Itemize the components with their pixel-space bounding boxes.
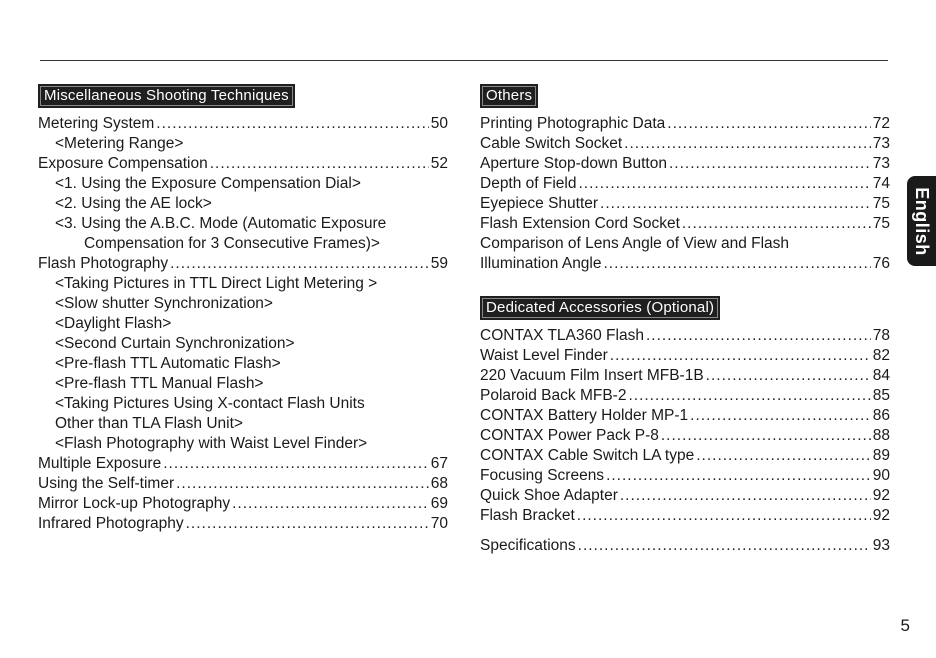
toc-subentry: <Pre-flash TTL Manual Flash> <box>55 375 264 392</box>
toc-entry[interactable]: CONTAX Battery Holder MP-1 ..... 86 <box>480 406 890 426</box>
language-tab <box>907 176 936 266</box>
toc-entry[interactable]: CONTAX Cable Switch LA type ..... 89 <box>480 446 890 466</box>
toc-subentry-continued: Compensation for 3 Consecutive Frames)> <box>84 235 380 252</box>
toc-page-number: 78 <box>872 327 890 344</box>
toc-page-number: 82 <box>872 347 890 364</box>
toc-page-number: 68 <box>430 475 448 492</box>
toc-page-number: 89 <box>872 447 890 464</box>
section-heading-misc: Miscellaneous Shooting Techniques <box>38 84 295 108</box>
toc-entry[interactable]: Eyepiece Shutter ..... 75 <box>480 194 890 214</box>
toc-page-number: 92 <box>872 487 890 504</box>
toc-page-number: 75 <box>872 215 890 232</box>
toc-page-number: 85 <box>872 387 890 404</box>
toc-page-number: 93 <box>872 537 890 554</box>
toc-page-number: 59 <box>430 255 448 272</box>
toc-entry[interactable]: Mirror Lock-up Photography ..... 69 <box>38 494 448 514</box>
top-rule <box>40 60 888 61</box>
toc-entry[interactable]: Printing Photographic Data ..... 72 <box>480 114 890 134</box>
toc-subentry: <Daylight Flash> <box>55 315 172 332</box>
toc-entry[interactable]: Depth of Field ..... 74 <box>480 174 890 194</box>
toc-subentry: <Taking Pictures in TTL Direct Light Metering > <box>55 275 378 292</box>
toc-entry[interactable]: Waist Level Finder ..... 82 <box>480 346 890 366</box>
right-column <box>480 84 890 556</box>
toc-list-specs <box>480 536 890 556</box>
toc-entry[interactable]: Aperture Stop-down Button ..... 73 <box>480 154 890 174</box>
toc-page-number: 88 <box>872 427 890 444</box>
left-column <box>38 84 448 534</box>
toc-page-number: 74 <box>872 175 890 192</box>
toc-subentry: <1. Using the Exposure Compensation Dial> <box>55 175 361 192</box>
toc-subentry: <Slow shutter Synchronization> <box>55 295 273 312</box>
toc-page-number: 86 <box>872 407 890 424</box>
toc-subentry: <3. Using the A.B.C. Mode (Automatic Exposure <box>55 215 387 232</box>
toc-page-number: 92 <box>872 507 890 524</box>
toc-page-number: 52 <box>430 155 448 172</box>
toc-entry[interactable]: Cable Switch Socket ..... 73 <box>480 134 890 154</box>
toc-entry-first-line: Comparison of Lens Angle of View and Flash <box>480 235 790 252</box>
toc-page-number: 73 <box>872 135 890 152</box>
toc-subentry: <2. Using the AE lock> <box>55 195 212 212</box>
toc-entry[interactable]: Exposure Compensation ..... 52 <box>38 154 448 174</box>
toc-entry[interactable]: 220 Vacuum Film Insert MFB-1B ..... 84 <box>480 366 890 386</box>
toc-page-number: 67 <box>430 455 448 472</box>
toc-subentry: <Flash Photography with Waist Level Finder> <box>55 435 368 452</box>
toc-entry[interactable]: Flash Extension Cord Socket ..... 75 <box>480 214 890 234</box>
toc-entry[interactable]: Using the Self-timer ..... 68 <box>38 474 448 494</box>
toc-subentry: <Taking Pictures Using X-contact Flash Units <box>55 395 365 412</box>
toc-entry[interactable]: Metering System ..... 50 <box>38 114 448 134</box>
toc-page-number: 73 <box>872 155 890 172</box>
toc-page-number: 84 <box>872 367 890 384</box>
toc-subentry: <Second Curtain Synchronization> <box>55 335 295 352</box>
toc-page-number: 75 <box>872 195 890 212</box>
toc-entry[interactable]: Multiple Exposure ..... 67 <box>38 454 448 474</box>
toc-entry[interactable]: Infrared Photography ..... 70 <box>38 514 448 534</box>
toc-entry[interactable]: Illumination Angle ..... 76 <box>480 254 890 274</box>
toc-list-accessories <box>480 326 890 526</box>
toc-entry[interactable]: Flash Photography ..... 59 <box>38 254 448 274</box>
toc-entry[interactable]: CONTAX Power Pack P-8 ..... 88 <box>480 426 890 446</box>
toc-entry[interactable]: Focusing Screens ..... 90 <box>480 466 890 486</box>
section-heading-accessories: Dedicated Accessories (Optional) <box>480 296 720 320</box>
toc-list-others <box>480 114 890 274</box>
toc-entry[interactable]: Flash Bracket ..... 92 <box>480 506 890 526</box>
page-number: 5 <box>900 616 910 635</box>
language-tab-label: English <box>912 186 933 256</box>
toc-entry-specifications[interactable]: Specifications ..... 93 <box>480 536 890 556</box>
section-heading-others: Others <box>480 84 538 108</box>
toc-subentry: <Metering Range> <box>55 135 184 152</box>
toc-page-number: 69 <box>430 495 448 512</box>
toc-page-number: 90 <box>872 467 890 484</box>
toc-list-misc <box>38 114 448 534</box>
toc-page-number: 50 <box>430 115 448 132</box>
toc-entry[interactable]: CONTAX TLA360 Flash ..... 78 <box>480 326 890 346</box>
toc-page-number: 76 <box>872 255 890 272</box>
toc-entry[interactable]: Polaroid Back MFB-2 ..... 85 <box>480 386 890 406</box>
toc-entry[interactable]: Quick Shoe Adapter ..... 92 <box>480 486 890 506</box>
toc-page-number: 72 <box>872 115 890 132</box>
toc-subentry: <Pre-flash TTL Automatic Flash> <box>55 355 281 372</box>
toc-subentry-continued: Other than TLA Flash Unit> <box>55 415 243 432</box>
toc-page-number: 70 <box>430 515 448 532</box>
